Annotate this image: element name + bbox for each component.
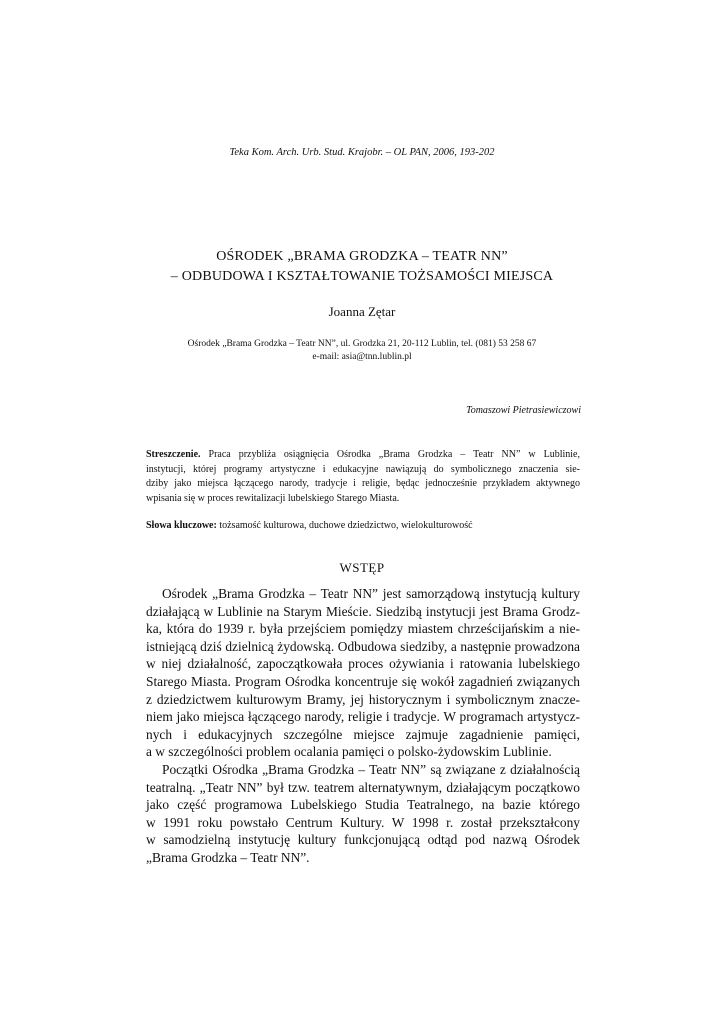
body-line: ka, która do 1939 r. była przejściem pomiędzy miastem chrześcijańskim a nie-	[146, 621, 580, 637]
body-line: niem jako miejsca łączącego narody, religie i tradycje. W programach artystycz-	[146, 709, 580, 725]
title-line-1: OŚRODEK „BRAMA GRODZKA – TEATR NN”	[216, 249, 508, 264]
abstract-line-3: dziby jako miejsca łączącego narody, tradycje i religie, będąc jednocześnie przykładem aktywnego	[146, 478, 580, 490]
keywords	[146, 520, 580, 531]
body-line: istniejącą dziś dzielnicą żydowską. Odbudowa siedziby, a następnie prowadzona	[146, 638, 580, 654]
affiliation-address: Ośrodek „Brama Grodzka – Teatr NN”, ul. Grodzka 21, 20-112 Lublin, tel. (081) 53 258 67	[187, 339, 537, 349]
body-line: Starego Miasta. Program Ośrodka koncentruje się wokół zagadnień związanych	[146, 673, 580, 689]
abstract-label: Streszczenie.	[146, 449, 201, 460]
abstract-line-1	[146, 448, 580, 463]
paper-title	[0, 247, 724, 287]
body-line: teatralną. „Teatr NN” był tzw. teatrem alternatywnym, działającym początkowo	[146, 779, 580, 795]
body-line: w 1991 roku powstało Centrum Kultury. W 1998 r. został przekształcony	[146, 814, 580, 830]
abstract	[146, 448, 580, 506]
abstract-text: Praca przybliża osiągnięcia Ośrodka „Brama Grodzka – Teatr NN” w Lublinie,	[200, 449, 580, 460]
body-line: a w szczególności problem ocalania pamięci o polsko-żydowskim Lublinie.	[146, 744, 552, 760]
affiliation	[0, 338, 724, 364]
keywords-label: Słowa kluczowe:	[146, 520, 217, 531]
body-line: jako część programowa Lubelskiego Studia Teatralnego, na bazie którego	[146, 797, 580, 813]
body-text	[146, 585, 580, 867]
body-line: w niej działalność, zapoczątkowała proces ożywiania i ratowania lubelskiego	[146, 656, 580, 672]
body-line: „Brama Grodzka – Teatr NN”.	[146, 849, 310, 865]
body-line: działającą w Lublinie na Starym Mieście. Siedzibą instytucji jest Brama Grodz-	[146, 603, 580, 619]
section-heading: WSTĘP	[339, 560, 385, 575]
body-line: nych i edukacyjnych szczególne miejsce zajmuje zagadnienie pamięci,	[146, 726, 580, 742]
body-line: Początki Ośrodka „Brama Grodzka – Teatr NN” są związane z działalnością	[162, 761, 580, 777]
body-line: Ośrodek „Brama Grodzka – Teatr NN” jest samorządową instytucją kultury	[162, 586, 580, 601]
abstract-line-4: wpisania się w proces rewitalizacji lubelskiego Starego Miasta.	[146, 492, 400, 504]
abstract-line-2: instytucji, której programy artystyczne i edukacyjne nawiązują do symbolicznego znaczenia sie-	[146, 463, 580, 475]
journal-header: Teka Kom. Arch. Urb. Stud. Krajobr. – OL PAN, 2006, 193-202	[229, 147, 495, 158]
keywords-text: tożsamość kulturowa, duchowe dziedzictwo, wielokulturowość	[216, 520, 473, 531]
affiliation-email: e-mail: asia@tnn.lublin.pl	[312, 352, 412, 362]
title-line-2: – ODBUDOWA I KSZTAŁTOWANIE TOŻSAMOŚCI MIEJSCA	[170, 269, 554, 284]
dedication: Tomaszowi Pietrasiewiczowi	[466, 405, 581, 416]
author-name: Joanna Zętar	[328, 304, 396, 319]
body-line: z dziedzictwem kulturowym Bramy, jej historycznym i symbolicznym znacze-	[146, 691, 580, 707]
body-line: w samodzielną instytucję kultury funkcjonującą odtąd pod nazwą Ośrodek	[146, 832, 580, 848]
